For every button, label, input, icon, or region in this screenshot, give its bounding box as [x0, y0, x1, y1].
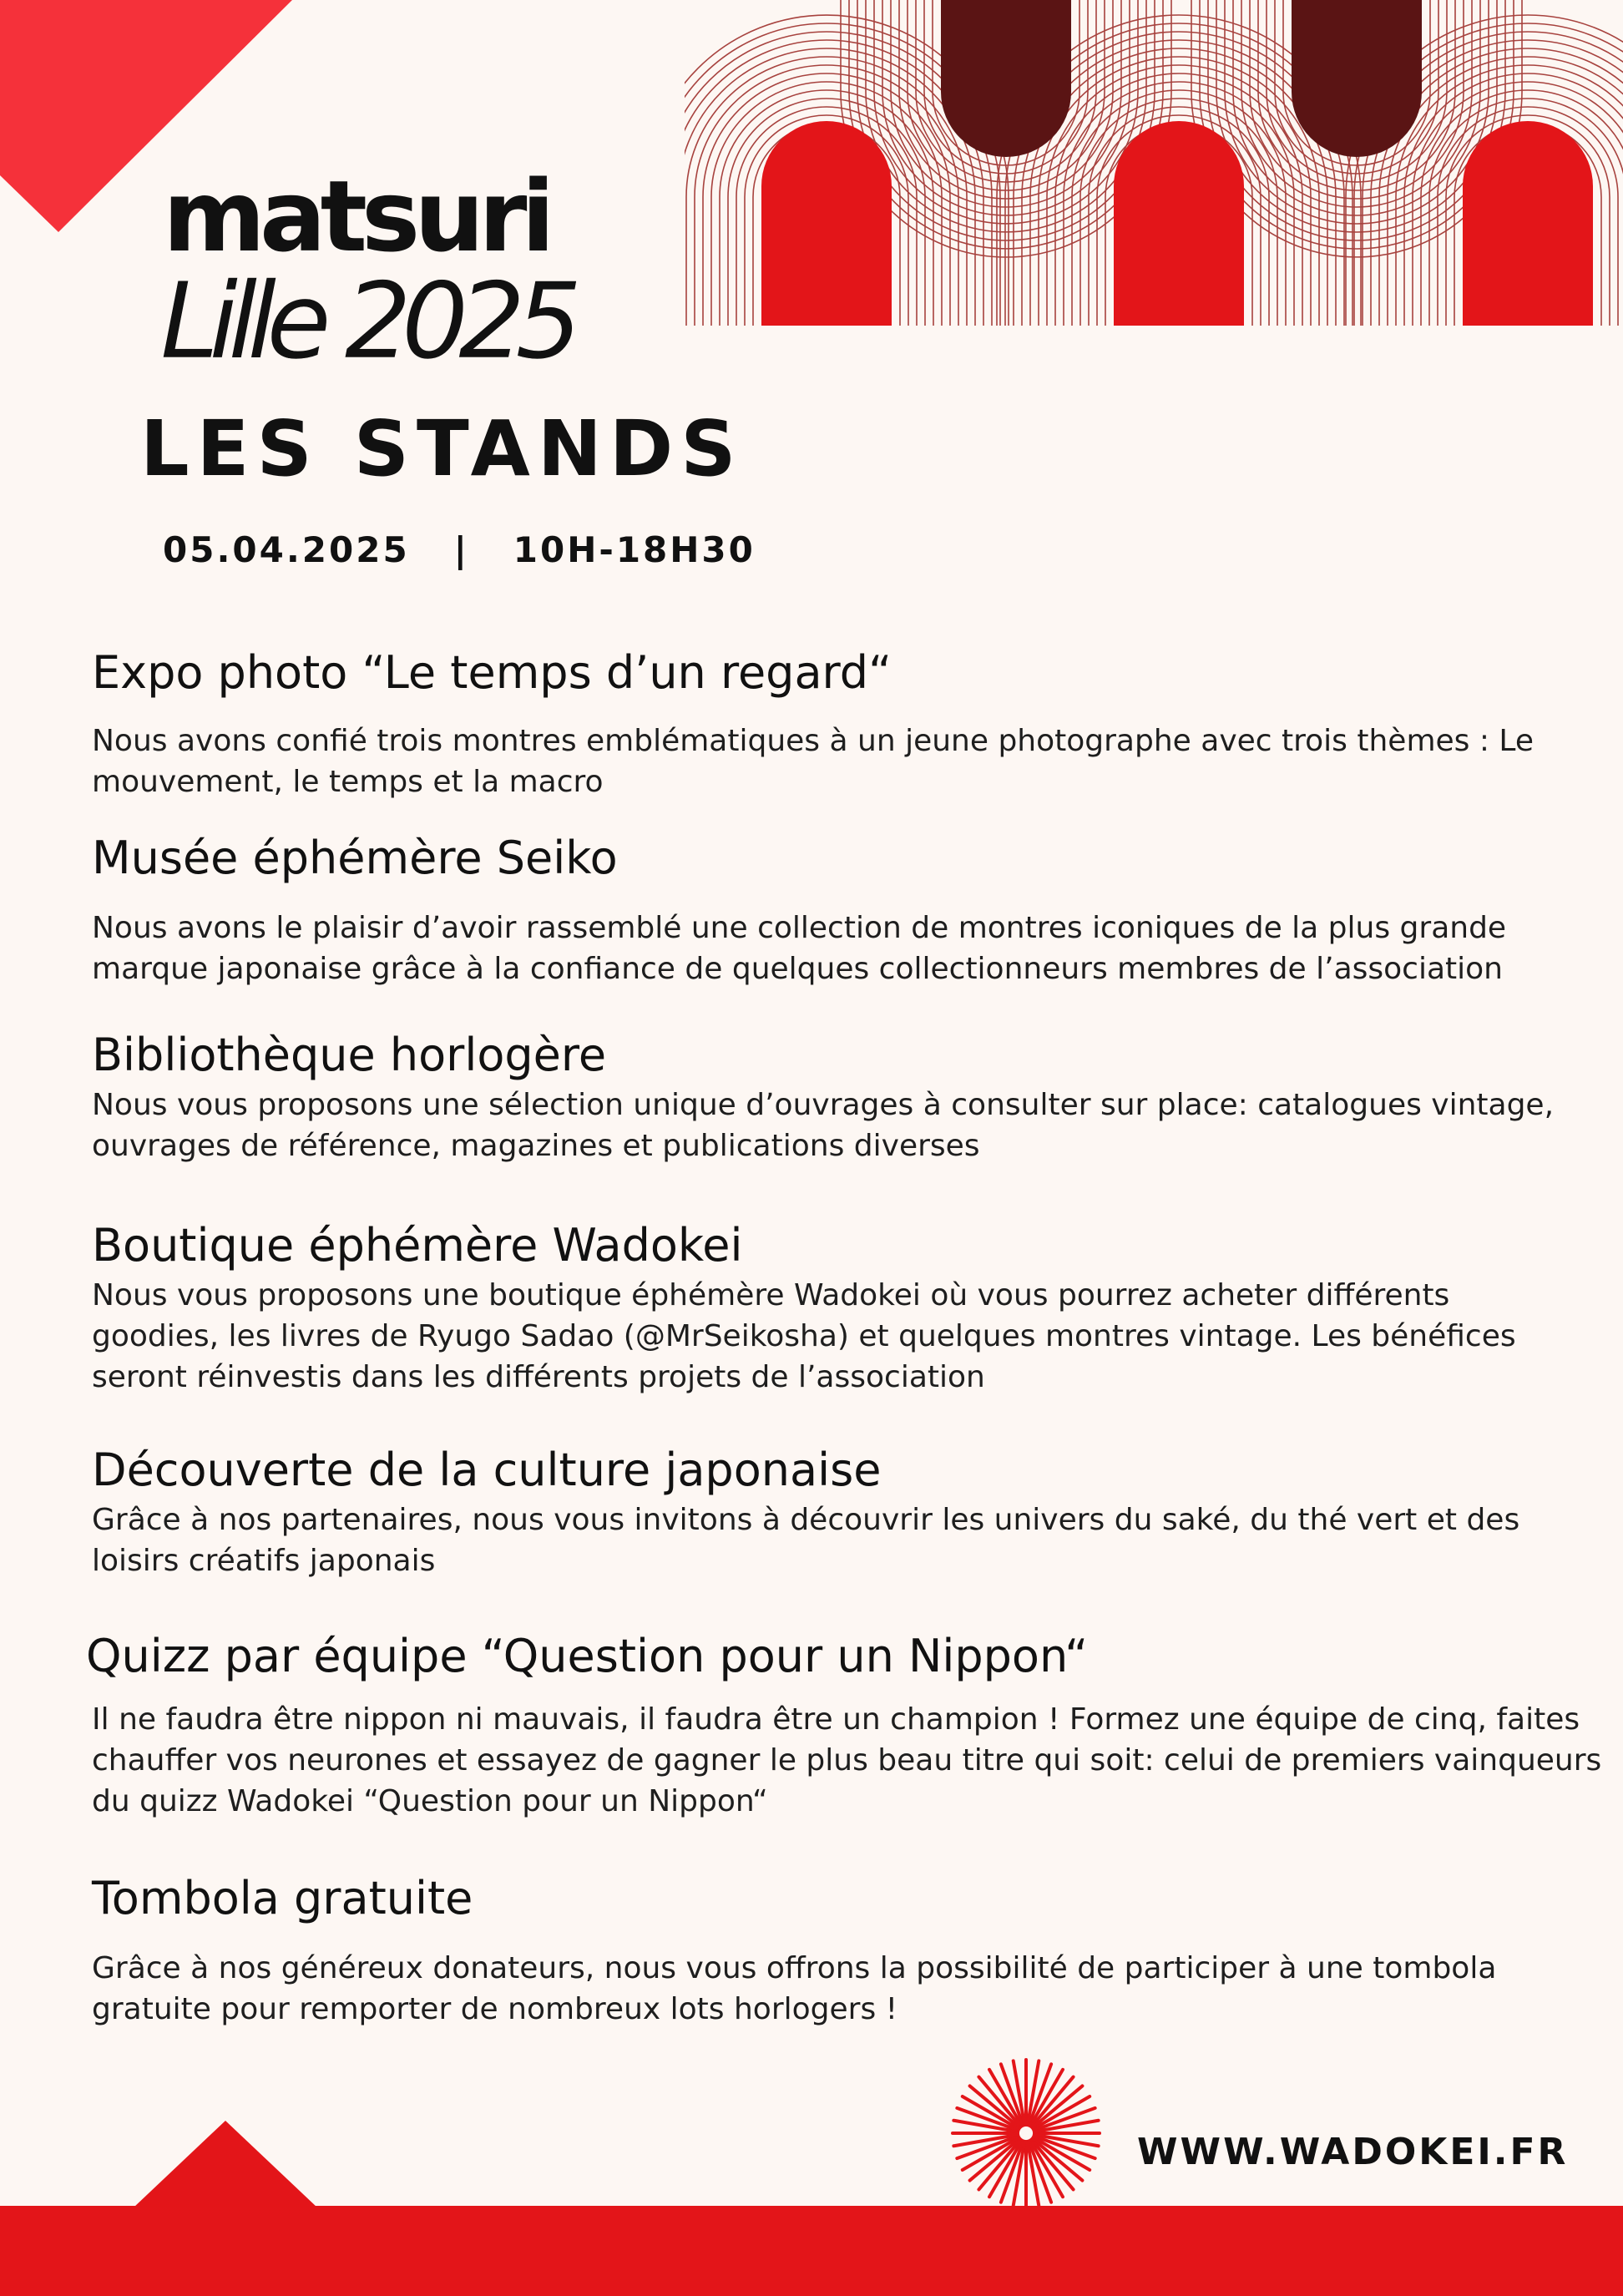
section-text-line: Nous vous proposons une boutique éphémère Wadokei où vous pourrez acheter différents: [92, 1278, 1450, 1313]
decorative-arches: [685, 0, 1623, 327]
section-heading: Musée éphémère Seiko: [92, 832, 618, 884]
section-text-line: Nous avons le plaisir d’avoir rassemblé une collection de montres iconiques de la plus grande: [92, 911, 1507, 946]
section-text-line: mouvement, le temps et la macro: [92, 765, 604, 800]
section-text-line: du quizz Wadokei “Question pour un Nippon“: [92, 1784, 768, 1819]
date-separator: |: [453, 529, 469, 570]
section-musee-seiko: [92, 833, 1623, 989]
section-heading: Quizz par équipe “Question pour un Nippon“: [86, 1630, 1089, 1682]
section-heading: Bibliothèque horlogère: [92, 1029, 607, 1081]
section-text-line: goodies, les livres de Ryugo Sadao (@MrSeikosha) et quelques montres vintage. Les bénéfices: [92, 1319, 1516, 1354]
section-culture-japonaise: [92, 1445, 1623, 1581]
sunburst-icon: [948, 2056, 1104, 2211]
section-tombola: [92, 1874, 1623, 2030]
section-text-line: marque japonaise grâce à la confiance de quelques collectionneurs membres de l’association: [92, 952, 1503, 987]
section-text-line: gratuite pour remporter de nombreux lots horlogers !: [92, 1992, 898, 2027]
section-boutique-wadokei: [92, 1221, 1623, 1398]
section-heading: Tombola gratuite: [92, 1872, 473, 1924]
event-date-line: [163, 529, 756, 570]
brand-logo-name: matsuri: [163, 159, 549, 274]
section-text-line: Grâce à nos partenaires, nous vous invitons à découvrir les univers du saké, du thé vert et des: [92, 1503, 1520, 1538]
section-text-line: Il ne faudra être nippon ni mauvais, il faudra être un champion ! Formez une équipe de cinq, faites: [92, 1702, 1580, 1737]
section-text-line: ouvrages de référence, magazines et publications diverses: [92, 1129, 980, 1164]
section-text-line: Grâce à nos généreux donateurs, nous vous offrons la possibilité de participer à une tombola: [92, 1951, 1497, 1986]
page-title: LES STANDS: [140, 404, 744, 493]
section-heading: Expo photo “Le temps d’un regard“: [92, 646, 892, 699]
section-bibliotheque: [92, 1030, 1623, 1166]
section-text-line: chauffer vos neurones et essayez de gagner le plus beau titre qui soit: celui de premiers vainqueurs: [92, 1743, 1602, 1778]
section-text-line: Nous avons confié trois montres emblématiques à un jeune photographe avec trois thèmes : Le: [92, 724, 1534, 759]
section-text-line: Nous vous proposons une sélection unique d’ouvrages à consulter sur place: catalogues vintage,: [92, 1088, 1555, 1123]
section-text-line: loisirs créatifs japonais: [92, 1544, 436, 1579]
bottom-red-band: [0, 2206, 1623, 2296]
section-expo-photo: [92, 648, 1623, 802]
event-date: 05.04.2025: [163, 529, 410, 570]
footer-website-link[interactable]: WWW.WADOKEI.FR: [1137, 2131, 1569, 2173]
section-quizz: [86, 1631, 1617, 1822]
event-hours: 10H-18H30: [513, 529, 756, 570]
bottom-triangle: [134, 2121, 317, 2207]
section-heading: Boutique éphémère Wadokei: [92, 1219, 743, 1272]
brand-logo-edition: Lille 2025: [160, 260, 573, 382]
section-heading: Découverte de la culture japonaise: [92, 1444, 882, 1496]
section-text-line: seront réinvestis dans les différents projets de l’association: [92, 1360, 985, 1395]
